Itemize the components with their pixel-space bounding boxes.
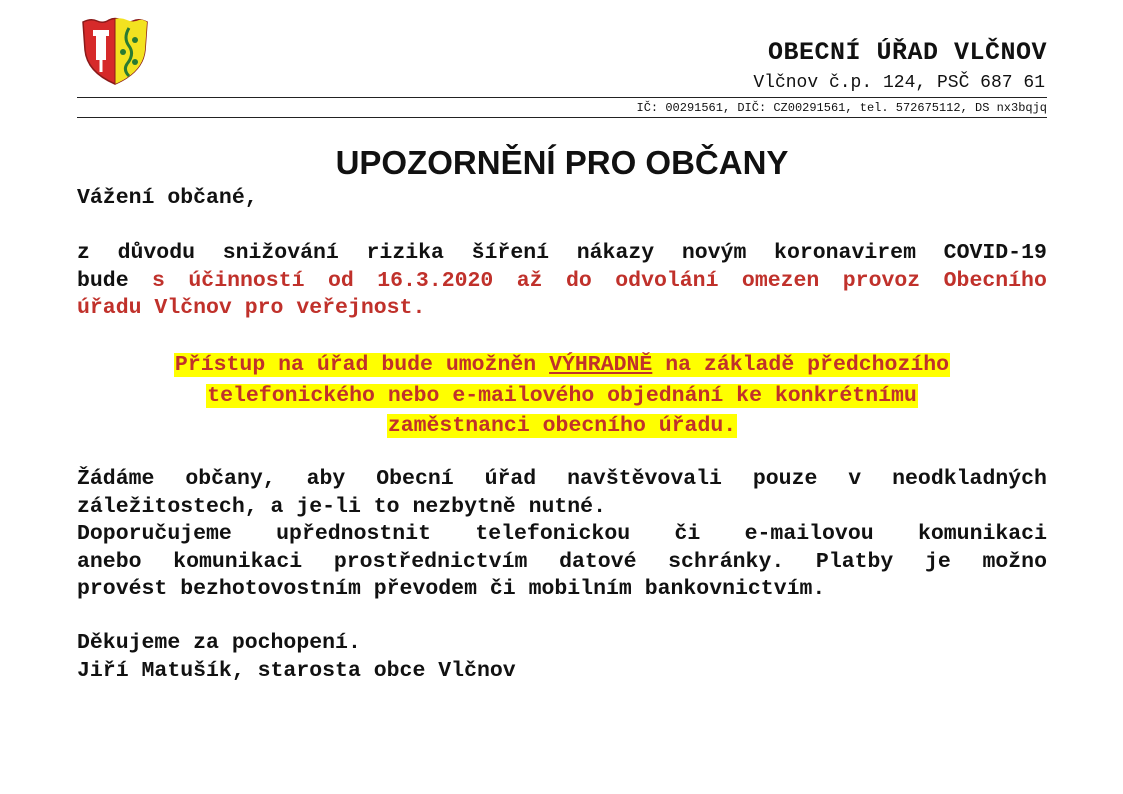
word: aby [306, 467, 346, 491]
word: e-mailovou [744, 522, 874, 546]
word: od [327, 268, 354, 293]
word: až [516, 268, 543, 293]
word: novým [681, 241, 747, 265]
request-line-5: provést bezhotovostním převodem či mobilním bankovnictvím. [77, 577, 826, 601]
word: neodkladných [892, 467, 1047, 491]
header-divider-bottom [77, 117, 1047, 118]
word: šíření [471, 241, 550, 265]
word: navštěvovali [567, 467, 722, 491]
word: do [566, 268, 592, 293]
access-notice [77, 350, 1047, 442]
word: omezen [741, 268, 820, 293]
word: datové [559, 549, 637, 574]
word: komunikaci [173, 549, 303, 574]
word: prostřednictvím [333, 549, 528, 574]
greeting-line: Vážení občané, [77, 186, 258, 210]
notice-line-1-before: Přístup na úřad bude umožněn [174, 353, 550, 377]
word: možno [982, 549, 1047, 574]
word: účinností [188, 268, 305, 293]
request-line-2: záležitostech, a je-li to nezbytně nutné. [77, 494, 606, 519]
notice-line-3: zaměstnanci obecního úřadu. [387, 414, 737, 438]
closing [77, 630, 1047, 685]
request-line-3 [77, 521, 1047, 549]
word: Obecního [943, 268, 1047, 293]
word: koronavirem [774, 241, 916, 265]
word: Obecní [376, 467, 454, 491]
notice-line-2: telefonického nebo e-mailového objednání ke konkrétnímu [207, 383, 917, 408]
word: občany, [185, 467, 276, 491]
intro-paragraph [77, 240, 1047, 323]
office-address: Vlčnov č.p. 124, PSČ 687 61 [753, 73, 1045, 93]
office-name: OBECNÍ ÚŘAD VLČNOV [767, 38, 1047, 67]
request-line-4 [77, 549, 1047, 577]
thanks-line: Děkujeme za pochopení. [77, 631, 361, 655]
word: Platby [815, 549, 894, 574]
word: rizika [366, 241, 444, 265]
word: z [77, 241, 90, 265]
intro-line-1 [77, 240, 1047, 268]
word: pouze [752, 467, 818, 491]
word: odvolání [615, 268, 719, 293]
notice-line-1 [77, 350, 1047, 381]
signature-line: Jiří Matušík, starosta obce Vlčnov [77, 658, 516, 683]
word: Doporučujeme [77, 522, 232, 546]
word: telefonickou [475, 522, 631, 546]
word: s [152, 268, 165, 293]
request-paragraph [77, 466, 1047, 604]
word: komunikaci [917, 522, 1047, 546]
word: provoz [842, 268, 921, 293]
word: COVID-19 [943, 241, 1047, 265]
word: anebo [77, 549, 142, 574]
intro-line-2 [77, 268, 1047, 296]
intro-line-2-start: bude [77, 268, 129, 293]
word: 16.3.2020 [377, 268, 494, 293]
word: schránky. [668, 549, 785, 574]
page-title: UPOZORNĚNÍ PRO OBČANY [335, 144, 789, 181]
coat-of-arms-icon [79, 16, 151, 86]
word: upřednostnit [276, 522, 431, 546]
word: Žádáme [77, 467, 155, 491]
word: úřad [484, 467, 537, 491]
notice-line-1-after: na základě předchozího [652, 353, 950, 377]
word: je [925, 549, 951, 574]
header-divider-top [77, 97, 1047, 98]
greeting [77, 185, 1047, 213]
word: nákazy [576, 241, 655, 265]
word: či [674, 522, 701, 546]
intro-line-3: úřadu Vlčnov pro veřejnost. [77, 296, 426, 320]
notice-emphasis: VÝHRADNĚ [549, 353, 653, 377]
word: snižování [222, 241, 339, 265]
word: v [848, 467, 862, 491]
word: důvodu [117, 241, 196, 265]
request-line-1 [77, 466, 1047, 494]
office-ids: IČ: 00291561, DIČ: CZ00291561, tel. 572675112, DS nx3bqjq [636, 101, 1047, 115]
